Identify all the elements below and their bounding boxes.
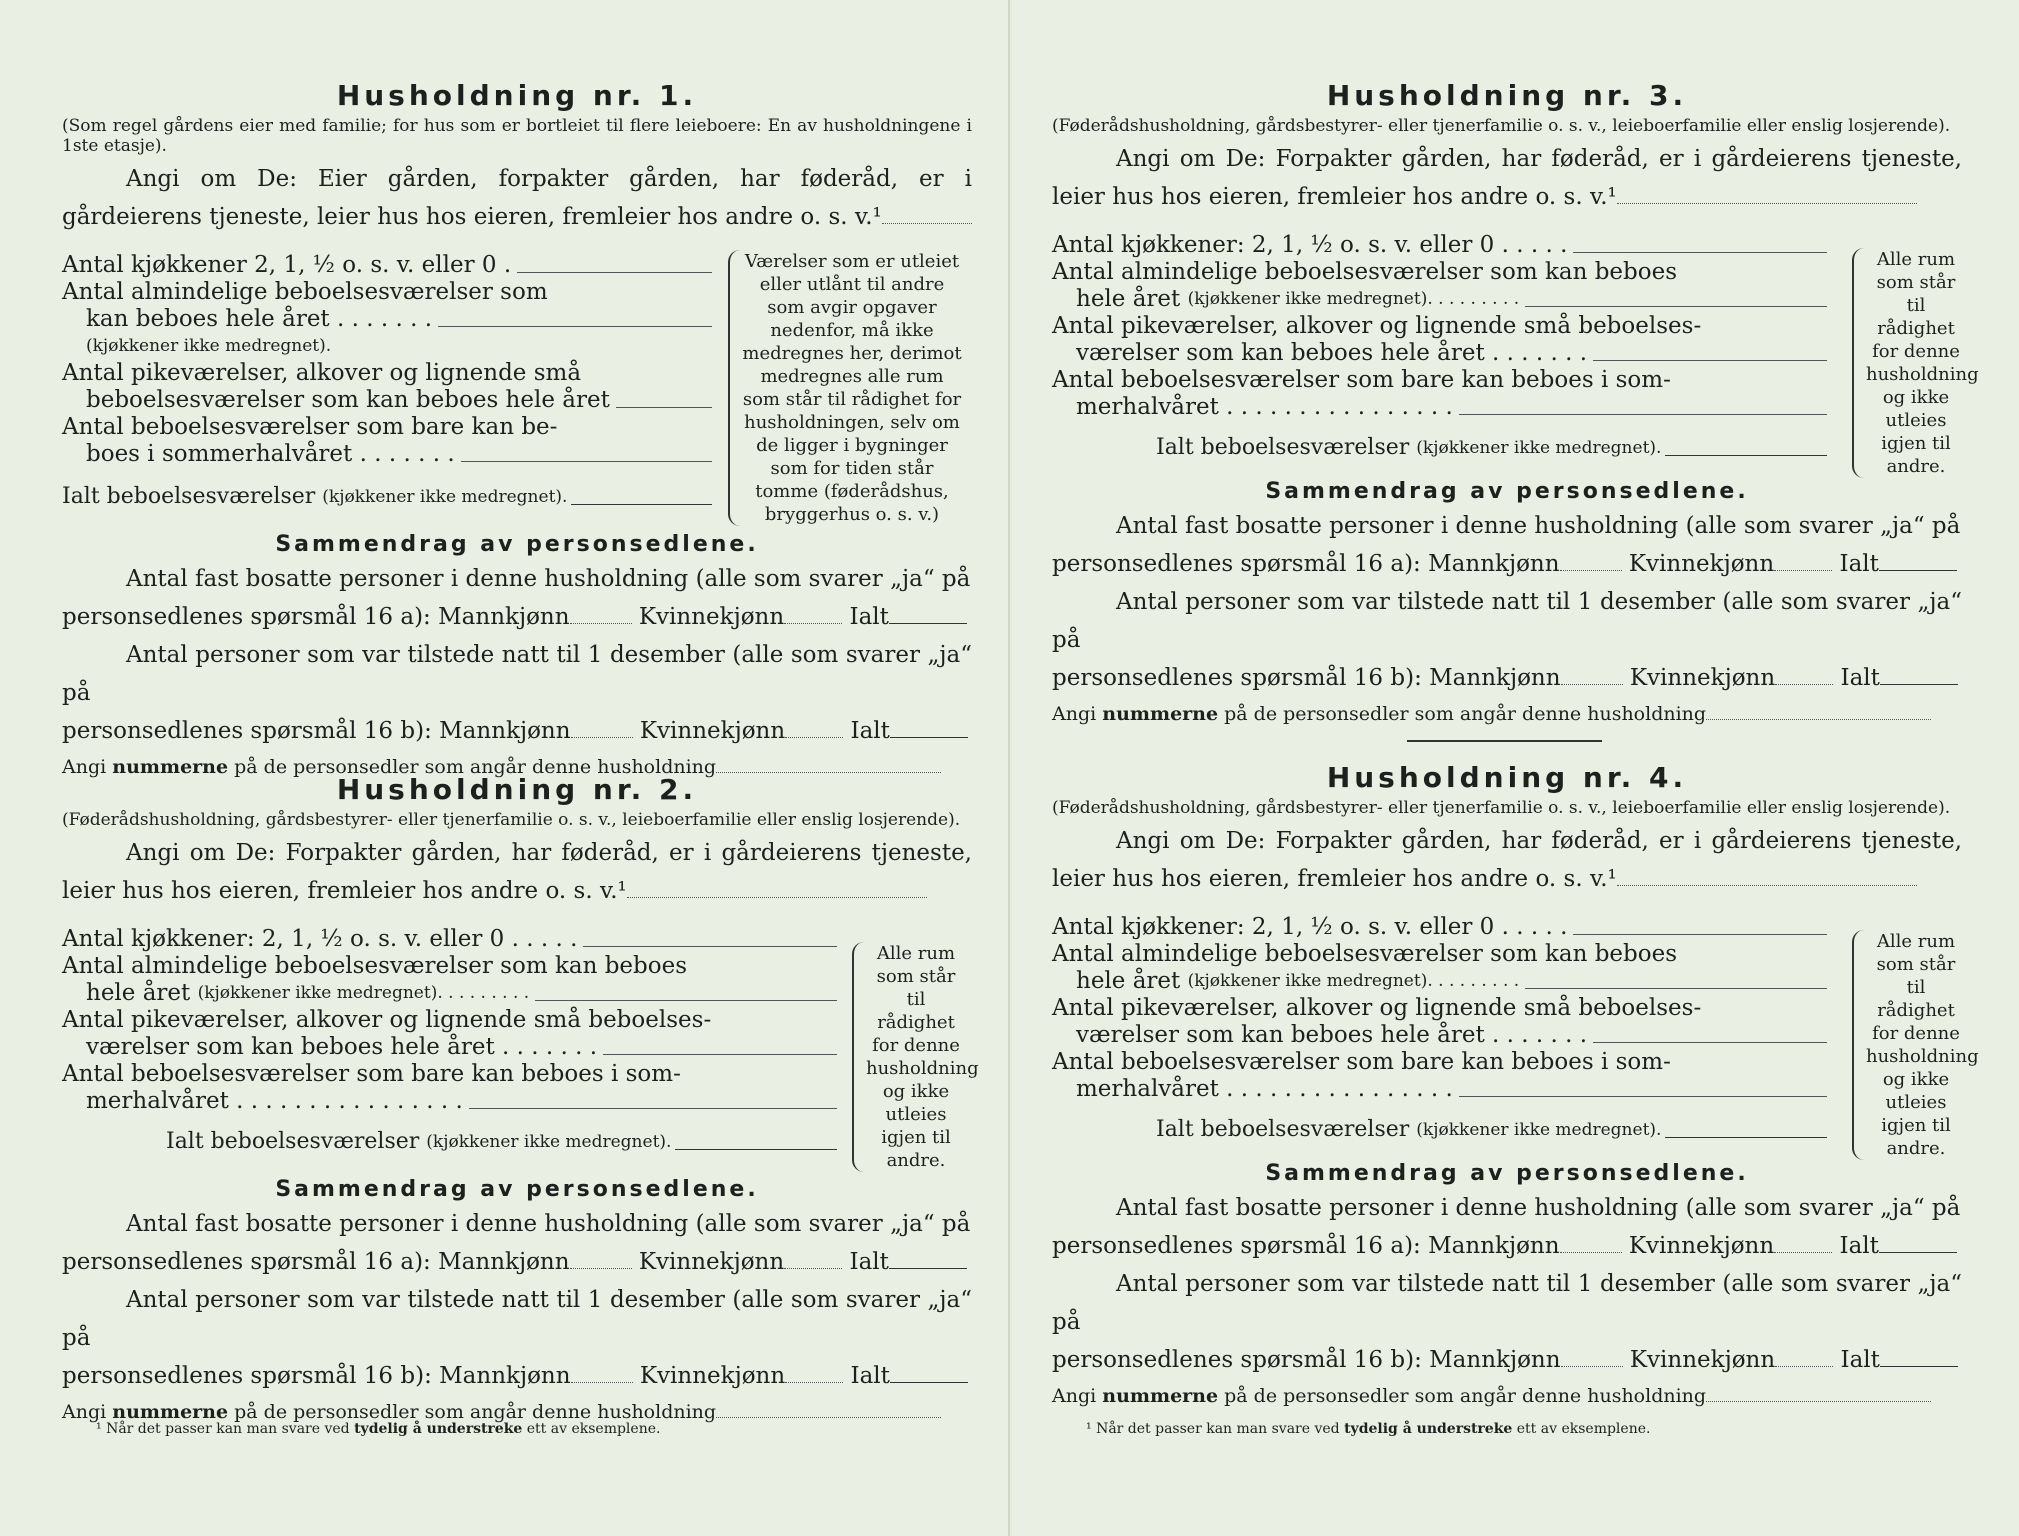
total-present-answer[interactable] — [890, 736, 968, 738]
ordinary-rooms-answer[interactable] — [1525, 305, 1827, 307]
household-1-rooms: Antal kjøkkener 2, 1, ½ o. s. v. eller 0 . Antal almindelige beboelsesværelser som kan beboes hele året . . . . . . . (kjøkkener ikke medregnet). Antal pikeværelser, alkover og lignende små beboelsesværelser som kan beboes hele året Antal beboelsesværelser som bare kan be- boes i sommerhalvåret . . . . . . . Ialt beboelsesværelser (kjøkkener ikke medregnet). — [62, 252, 712, 512]
total-rooms-answer[interactable] — [1665, 455, 1827, 456]
small-rooms-answer[interactable] — [1593, 359, 1827, 361]
household-3-ask: Angi om De: Forpakter gården, har føderåd, er i gårdeierens tjeneste, leier hus hos eieren, fremleier hos andre o. s. v.¹ — [1052, 146, 1962, 210]
household-4-side-note: Alle rum som står til rådighet for denne husholdning og ikke utleies igjen til andre. — [1852, 930, 1966, 1160]
total-present-answer[interactable] — [890, 1381, 968, 1383]
female-resident-answer[interactable] — [1774, 569, 1832, 571]
kitchens-answer[interactable] — [1573, 251, 1827, 253]
total-present-answer[interactable] — [1880, 1365, 1958, 1367]
summer-rooms-answer[interactable] — [469, 1107, 837, 1109]
male-resident-answer[interactable] — [1560, 1251, 1622, 1253]
total-rooms-row: Ialt beboelsesværelser (kjøkkener ikke medregnet). — [62, 1127, 837, 1157]
numbers-answer[interactable] — [1706, 718, 1931, 720]
household-2 — [62, 772, 979, 1425]
female-present-answer[interactable] — [785, 1381, 843, 1383]
male-present-answer[interactable] — [571, 1381, 633, 1383]
household-3-side-note: Alle rum som står til rådighet for denne husholdning og ikke utleies igjen til andre. — [1852, 248, 1966, 478]
female-resident-answer[interactable] — [1774, 1251, 1832, 1253]
total-rooms-answer[interactable] — [571, 504, 712, 505]
section-divider — [1407, 740, 1602, 742]
household-2-note: (Føderådshusholdning, gårdsbestyrer- eller tjenerfamilie o. s. v., leieboerfamilie eller enslig losjerende). — [62, 810, 961, 830]
right-footnote: ¹ Når det passer kan man svare ved tydelig å understreke ett av eksemplene. — [1086, 1421, 1651, 1437]
answer-line[interactable] — [882, 222, 972, 224]
household-3-rooms: Antal kjøkkener: 2, 1, ½ o. s. v. eller 0 . . . . . Antal almindelige beboelsesværelser som kan beboes hele året (kjøkkener ikke medregnet). . . . . . . . . Antal pikeværelser, alkover og lignende små beboelses- værelser som kan beboes hele året . . . . . . . Antal beboelsesværelser som bare kan beboes i som- merhalvåret . . . . . . . . . . . . . . . . Ialt beboelsesværelser (kjøkkener ikke medregnet). — [1052, 232, 1827, 463]
small-rooms-answer[interactable] — [616, 406, 712, 408]
female-resident-answer[interactable] — [784, 622, 842, 624]
summer-rooms-answer[interactable] — [1459, 1095, 1827, 1097]
male-resident-answer[interactable] — [570, 622, 632, 624]
household-2-side-note: Alle rum som står til rådighet for denne husholdning og ikke utleies igjen til andre. — [852, 942, 966, 1172]
household-3 — [1052, 78, 1979, 727]
male-present-answer[interactable] — [571, 736, 633, 738]
ordinary-rooms-row: Antal almindelige beboelsesværelser som — [62, 279, 548, 305]
household-4-title: Husholdning nr. 4. — [1326, 761, 1688, 794]
household-1-note: (Som regel gårdens eier med familie; for hus som er bortleiet til flere leieboere: En av husholdningene i 1ste etasje). — [62, 116, 972, 156]
household-1-numbers: Angi nummerne på de personsedler som angår denne husholdning — [62, 754, 972, 780]
household-4-ask: Angi om De: Forpakter gården, har føderåd, er i gårdeierens tjeneste, leier hus hos eieren, fremleier hos andre o. s. v.¹ — [1052, 828, 1962, 892]
household-1-side-note: Værelser som er utleiet eller utlånt til andre som avgir opgaver nedenfor, må ikke medregnes her, derimot medregnes alle rum som står til rådighet for husholdningen, selv om de ligger i bygninger som for tiden står tomme (føderådshus, bryggerhus o. s. v.) — [728, 250, 962, 526]
total-resident-answer[interactable] — [1879, 569, 1957, 571]
household-4-note: (Føderådshusholdning, gårdsbestyrer- eller tjenerfamilie o. s. v., leieboerfamilie eller enslig losjerende). — [1052, 798, 1951, 818]
total-present-answer[interactable] — [1880, 683, 1958, 685]
household-3-numbers: Angi nummerne på de personsedler som angår denne husholdning — [1052, 701, 1962, 727]
total-resident-answer[interactable] — [889, 622, 967, 624]
kitchens-answer[interactable] — [1573, 933, 1827, 935]
household-4-summary: Sammendrag av personsedlene. Antal fast bosatte personer i denne husholdning (alle som svarer „ja“ på personsedlenes spørsmål 16 a): Mannkjønn Kvinnekjønn Ialt Antal personer som var tilstede natt til 1 desember (alle som svarer „ja“ på personsedlenes spørsmål 16 b): Mannkjønn Kvinnekjønn Ialt Angi nummerne på de personsedler som angår denne husholdning — [1052, 1161, 1962, 1407]
household-4 — [1052, 760, 1979, 1409]
male-present-answer[interactable] — [1561, 1365, 1623, 1367]
total-rooms-row: Ialt beboelsesværelser (kjøkkener ikke medregnet). — [1052, 1115, 1827, 1145]
household-3-summary: Sammendrag av personsedlene. Antal fast bosatte personer i denne husholdning (alle som svarer „ja“ på personsedlenes spørsmål 16 a): Mannkjønn Kvinnekjønn Ialt Antal personer som var tilstede natt til 1 desember (alle som svarer „ja“ på personsedlenes spørsmål 16 b): Mannkjønn Kvinnekjønn Ialt Angi nummerne på de personsedler som angår denne husholdning — [1052, 479, 1962, 725]
ordinary-rooms-answer[interactable] — [1525, 987, 1827, 989]
numbers-answer[interactable] — [716, 1416, 941, 1418]
household-4-rooms: Antal kjøkkener: 2, 1, ½ o. s. v. eller 0 . . . . . Antal almindelige beboelsesværelser som kan beboes hele året (kjøkkener ikke medregnet). . . . . . . . . Antal pikeværelser, alkover og lignende små beboelses- værelser som kan beboes hele året . . . . . . . Antal beboelsesværelser som bare kan beboes i som- merhalvåret . . . . . . . . . . . . . . . . Ialt beboelsesværelser (kjøkkener ikke medregnet). — [1052, 914, 1827, 1145]
summer-rooms-row: Antal beboelsesværelser som bare kan be- — [62, 414, 558, 440]
household-4-numbers: Angi nummerne på de personsedler som angår denne husholdning — [1052, 1383, 1962, 1409]
kitchens-row: Antal kjøkkener 2, 1, ½ o. s. v. eller 0 . — [62, 252, 712, 279]
household-2-numbers: Angi nummerne på de personsedler som angår denne husholdning — [62, 1399, 972, 1425]
summer-rooms-answer[interactable] — [461, 460, 712, 462]
kitchens-answer[interactable] — [583, 945, 837, 947]
small-rooms-answer[interactable] — [603, 1053, 837, 1055]
summer-rooms-answer[interactable] — [1459, 413, 1827, 415]
right-page — [1012, 0, 2019, 1536]
ordinary-rooms-answer[interactable] — [438, 325, 712, 327]
household-2-title: Husholdning nr. 2. — [336, 773, 698, 806]
ordinary-rooms-answer[interactable] — [535, 999, 837, 1001]
small-rooms-answer[interactable] — [1593, 1041, 1827, 1043]
left-footnote: ¹ Når det passer kan man svare ved tydelig å understreke ett av eksemplene. — [96, 1421, 661, 1437]
household-3-title: Husholdning nr. 3. — [1326, 79, 1688, 112]
household-1-summary: Sammendrag av personsedlene. Antal fast bosatte personer i denne husholdning (alle som svarer „ja“ på personsedlenes spørsmål 16 a): Mannkjønn Kvinnekjønn Ialt Antal personer som var tilstede natt til 1 desember (alle som svarer „ja“ på personsedlenes spørsmål 16 b): Mannkjønn Kvinnekjønn Ialt Angi nummerne på de personsedler som angår denne husholdning — [62, 532, 972, 778]
total-resident-answer[interactable] — [1879, 1251, 1957, 1253]
male-present-answer[interactable] — [1561, 683, 1623, 685]
female-present-answer[interactable] — [1775, 683, 1833, 685]
household-2-rooms: Antal kjøkkener: 2, 1, ½ o. s. v. eller 0 . . . . . Antal almindelige beboelsesværelser som kan beboes hele året (kjøkkener ikke medregnet). . . . . . . . . Antal pikeværelser, alkover og lignende små beboelses- værelser som kan beboes hele året . . . . . . . Antal beboelsesværelser som bare kan beboes i som- merhalvåret . . . . . . . . . . . . . . . . Ialt beboelsesværelser (kjøkkener ikke medregnet). — [62, 926, 837, 1157]
numbers-answer[interactable] — [1706, 1400, 1931, 1402]
summary-title: Sammendrag av personsedlene. — [275, 532, 759, 557]
total-rooms-row: Ialt beboelsesværelser (kjøkkener ikke medregnet). — [62, 482, 712, 512]
male-resident-answer[interactable] — [1560, 569, 1622, 571]
total-rooms-answer[interactable] — [1665, 1137, 1827, 1138]
female-present-answer[interactable] — [785, 736, 843, 738]
answer-line[interactable] — [1617, 202, 1917, 204]
household-1-title: Husholdning nr. 1. — [336, 79, 698, 112]
small-rooms-row: Antal pikeværelser, alkover og lignende små — [62, 360, 582, 386]
answer-line[interactable] — [627, 896, 927, 898]
total-rooms-answer[interactable] — [675, 1149, 837, 1150]
household-1 — [62, 78, 972, 780]
male-resident-answer[interactable] — [570, 1267, 632, 1269]
total-resident-answer[interactable] — [889, 1267, 967, 1269]
female-resident-answer[interactable] — [784, 1267, 842, 1269]
female-present-answer[interactable] — [1775, 1365, 1833, 1367]
household-3-note: (Føderådshusholdning, gårdsbestyrer- eller tjenerfamilie o. s. v., leieboerfamilie eller enslig losjerende). — [1052, 116, 1951, 136]
household-1-ask: Angi om De: Eier gården, forpakter gården, har føderåd, er i gårdeierens tjeneste, leier hus hos eieren, fremleier hos andre o. s. v.¹ — [62, 166, 972, 230]
answer-line[interactable] — [1617, 884, 1917, 886]
kitchens-answer[interactable] — [517, 271, 712, 273]
household-2-summary: Sammendrag av personsedlene. Antal fast bosatte personer i denne husholdning (alle som svarer „ja“ på personsedlenes spørsmål 16 a): Mannkjønn Kvinnekjønn Ialt Antal personer som var tilstede natt til 1 desember (alle som svarer „ja“ på personsedlenes spørsmål 16 b): Mannkjønn Kvinnekjønn Ialt Angi nummerne på de personsedler som angår denne husholdning — [62, 1177, 972, 1423]
household-2-ask: Angi om De: Forpakter gården, har føderåd, er i gårdeierens tjeneste, leier hus hos eieren, fremleier hos andre o. s. v.¹ — [62, 840, 972, 904]
total-rooms-row: Ialt beboelsesværelser (kjøkkener ikke medregnet). — [1052, 433, 1827, 463]
